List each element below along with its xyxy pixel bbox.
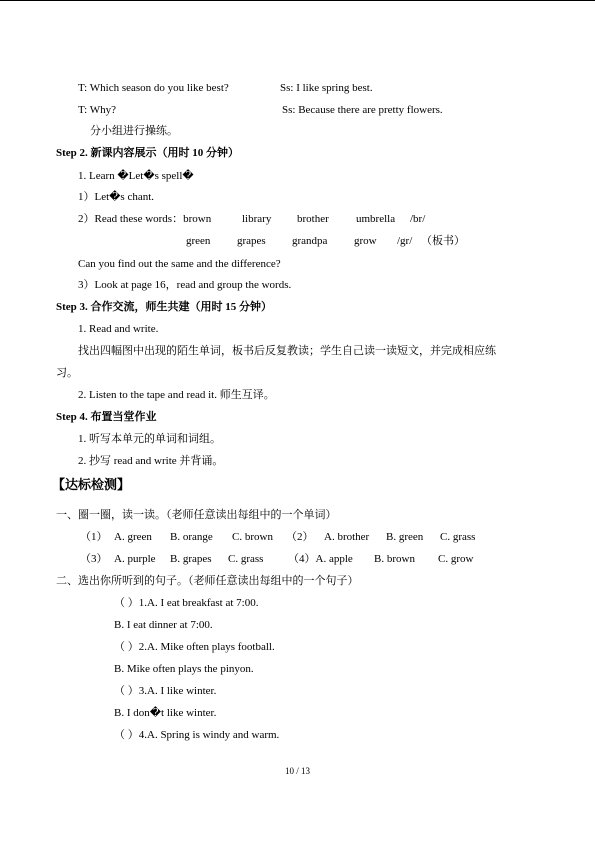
- step3-paragraph-line2: 习。: [56, 367, 78, 379]
- step2-words-intro: 2）Read these words：brown: [78, 213, 212, 225]
- phonics-br: /br/: [410, 213, 426, 225]
- part2-title: 二、选出你所听到的句子。（老师任意读出每组中的一个句子）: [56, 575, 359, 587]
- step2-question: Can you find out the same and the difference?: [78, 258, 281, 270]
- part1-option: B. green: [386, 531, 424, 543]
- step4-heading: Step 4. 布置当堂作业: [56, 411, 157, 423]
- question-3-a: （ ）3.A. I like winter.: [114, 685, 217, 697]
- word-grow: grow: [354, 235, 377, 247]
- part1-group-2-label: （2）: [286, 531, 314, 543]
- step2-heading: Step 2. 新课内容展示（用时 10 分钟）: [56, 147, 240, 159]
- part1-option: B. orange: [170, 531, 213, 543]
- part1-option: A. green: [114, 531, 152, 543]
- question-3-b: B. I don�t like winter.: [114, 707, 217, 719]
- question-2-b: B. Mike often plays the pinyon.: [114, 663, 254, 675]
- step2-learn: 1. Learn �Let�s spell�: [78, 170, 194, 182]
- part1-option: C. grow: [438, 553, 474, 565]
- dialogue-students-2: Ss: Because there are pretty flowers.: [282, 104, 443, 116]
- dialogue-teacher-2: T: Why?: [78, 104, 117, 116]
- question-1-b: B. I eat dinner at 7:00.: [114, 619, 213, 631]
- question-4-a: （ ）4.A. Spring is windy and warm.: [114, 729, 280, 741]
- step3-paragraph-line1: 找出四幅图中出现的陌生单词，板书后反复教读；学生自己读一读短文，并完成相应练: [78, 345, 496, 357]
- dialogue-students-1: Ss: I like spring best.: [280, 82, 373, 94]
- part1-group-4-option: （4）A. apple: [288, 553, 353, 565]
- question-2-a: （ ）2.A. Mike often plays football.: [114, 641, 275, 653]
- top-rule: [0, 0, 595, 1]
- step4-item2: 2. 抄写 read and write 并背诵。: [78, 455, 224, 467]
- part1-option: A. brother: [324, 531, 370, 543]
- phonics-gr: /gr/: [397, 235, 413, 247]
- part1-title: 一、圈一圈，读一读。（老师任意读出每组中的一个单词）: [56, 509, 337, 521]
- step4-item1: 1. 听写本单元的单词和词组。: [78, 433, 221, 445]
- word-grandpa: grandpa: [292, 235, 328, 247]
- part1-option: C. grass: [228, 553, 264, 565]
- part1-option: A. purple: [114, 553, 156, 565]
- word-brother: brother: [297, 213, 329, 225]
- step2-look: 3）Look at page 16，read and group the words.: [78, 279, 292, 291]
- word-green: green: [186, 235, 211, 247]
- step2-chant: 1）Let�s chant.: [78, 191, 155, 203]
- step3-item2: 2. Listen to the tape and read it. 师生互译。: [78, 389, 275, 401]
- question-1-a: （ ）1.A. I eat breakfast at 7:00.: [114, 597, 259, 609]
- word-umbrella: umbrella: [356, 213, 396, 225]
- part1-option: C. grass: [440, 531, 476, 543]
- part1-group-3-label: （3）: [80, 553, 108, 565]
- word-grapes: grapes: [237, 235, 266, 247]
- step3-item1: 1. Read and write.: [78, 323, 159, 335]
- dialogue-note: 分小组进行操练。: [90, 125, 178, 137]
- part1-option: B. grapes: [170, 553, 212, 565]
- step3-heading: Step 3. 合作交流，师生共建（用时 15 分钟）: [56, 301, 273, 313]
- part1-group-1-label: （1）: [80, 531, 108, 543]
- part1-option: C. brown: [232, 531, 273, 543]
- blackboard-note: （板书）: [421, 235, 465, 247]
- dialogue-teacher-1: T: Which season do you like best?: [78, 82, 229, 94]
- part1-option: B. brown: [374, 553, 415, 565]
- test-heading: 【达标检测】: [52, 477, 131, 492]
- word-library: library: [242, 213, 272, 225]
- page-number: 10 / 13: [284, 766, 310, 776]
